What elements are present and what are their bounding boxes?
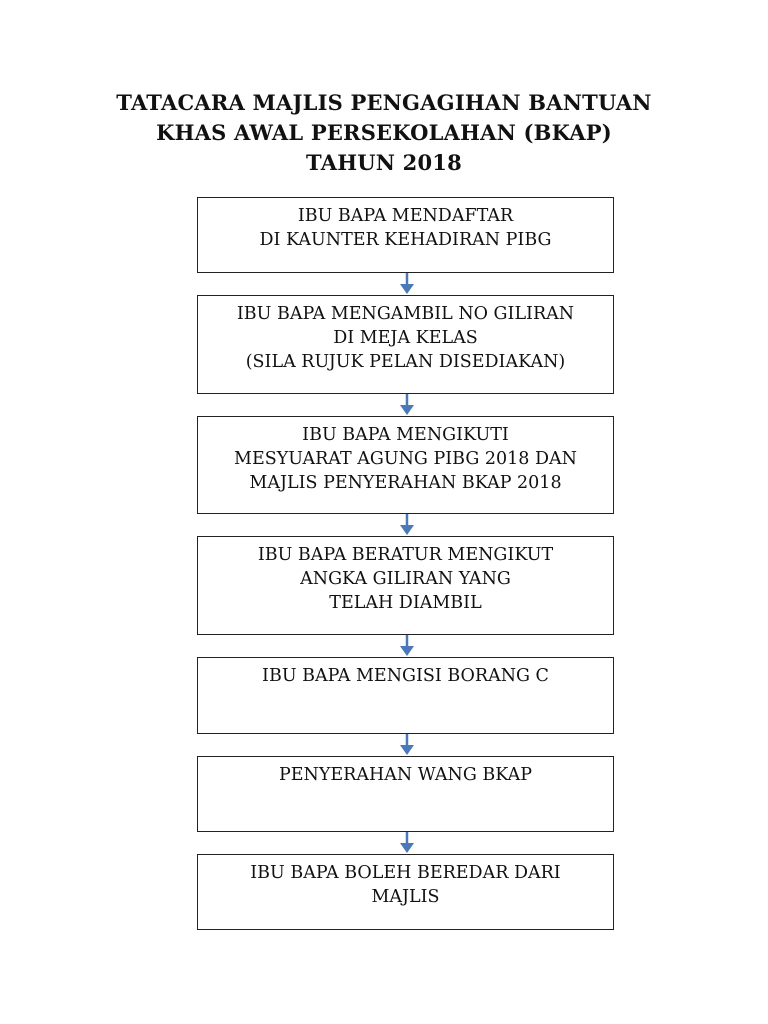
down-arrow-icon — [398, 635, 416, 657]
step-2-line-3: (SILA RUJUK PELAN DISEDIAKAN) — [245, 352, 566, 372]
flow-step-6 — [197, 756, 614, 832]
step-2-line-2: DI MEJA KELAS — [333, 328, 478, 348]
down-arrow-icon — [398, 273, 416, 295]
step-3-line-3: MAJLIS PENYERAHAN BKAP 2018 — [249, 473, 562, 493]
flow-step-3 — [197, 416, 614, 514]
flow-step-5 — [197, 657, 614, 734]
step-2-line-1: IBU BAPA MENGAMBIL NO GILIRAN — [236, 304, 575, 324]
step-7-line-2: MAJLIS — [371, 887, 440, 907]
step-7-line-1: IBU BAPA BOLEH BEREDAR DARI — [250, 863, 561, 883]
title-line-1: TATACARA MAJLIS PENGAGIHAN BANTUAN — [116, 90, 652, 115]
down-arrow-icon — [398, 514, 416, 536]
down-arrow-icon — [398, 734, 416, 756]
step-1-line-1: IBU BAPA MENDAFTAR — [297, 206, 514, 226]
down-arrow-icon — [398, 832, 416, 854]
title-line-2: KHAS AWAL PERSEKOLAHAN (BKAP) — [156, 120, 612, 145]
step-4-line-3: TELAH DIAMBIL — [329, 593, 482, 613]
flow-step-1 — [197, 197, 614, 273]
step-4-line-1: IBU BAPA BERATUR MENGIKUT — [257, 545, 554, 565]
step-3-line-1: IBU BAPA MENGIKUTI — [302, 425, 509, 445]
document-title — [0, 88, 768, 178]
down-arrow-icon — [398, 394, 416, 416]
step-6-line-1: PENYERAHAN WANG BKAP — [278, 765, 533, 785]
step-4-line-2: ANGKA GILIRAN YANG — [300, 569, 511, 589]
step-1-line-2: DI KAUNTER KEHADIRAN PIBG — [259, 230, 552, 250]
flow-step-2 — [197, 295, 614, 394]
flow-step-4 — [197, 536, 614, 635]
flow-step-7 — [197, 854, 614, 930]
title-line-3: TAHUN 2018 — [306, 150, 462, 175]
step-3-line-2: MESYUARAT AGUNG PIBG 2018 DAN — [234, 449, 577, 469]
step-5-line-1: IBU BAPA MENGISI BORANG C — [262, 666, 549, 686]
